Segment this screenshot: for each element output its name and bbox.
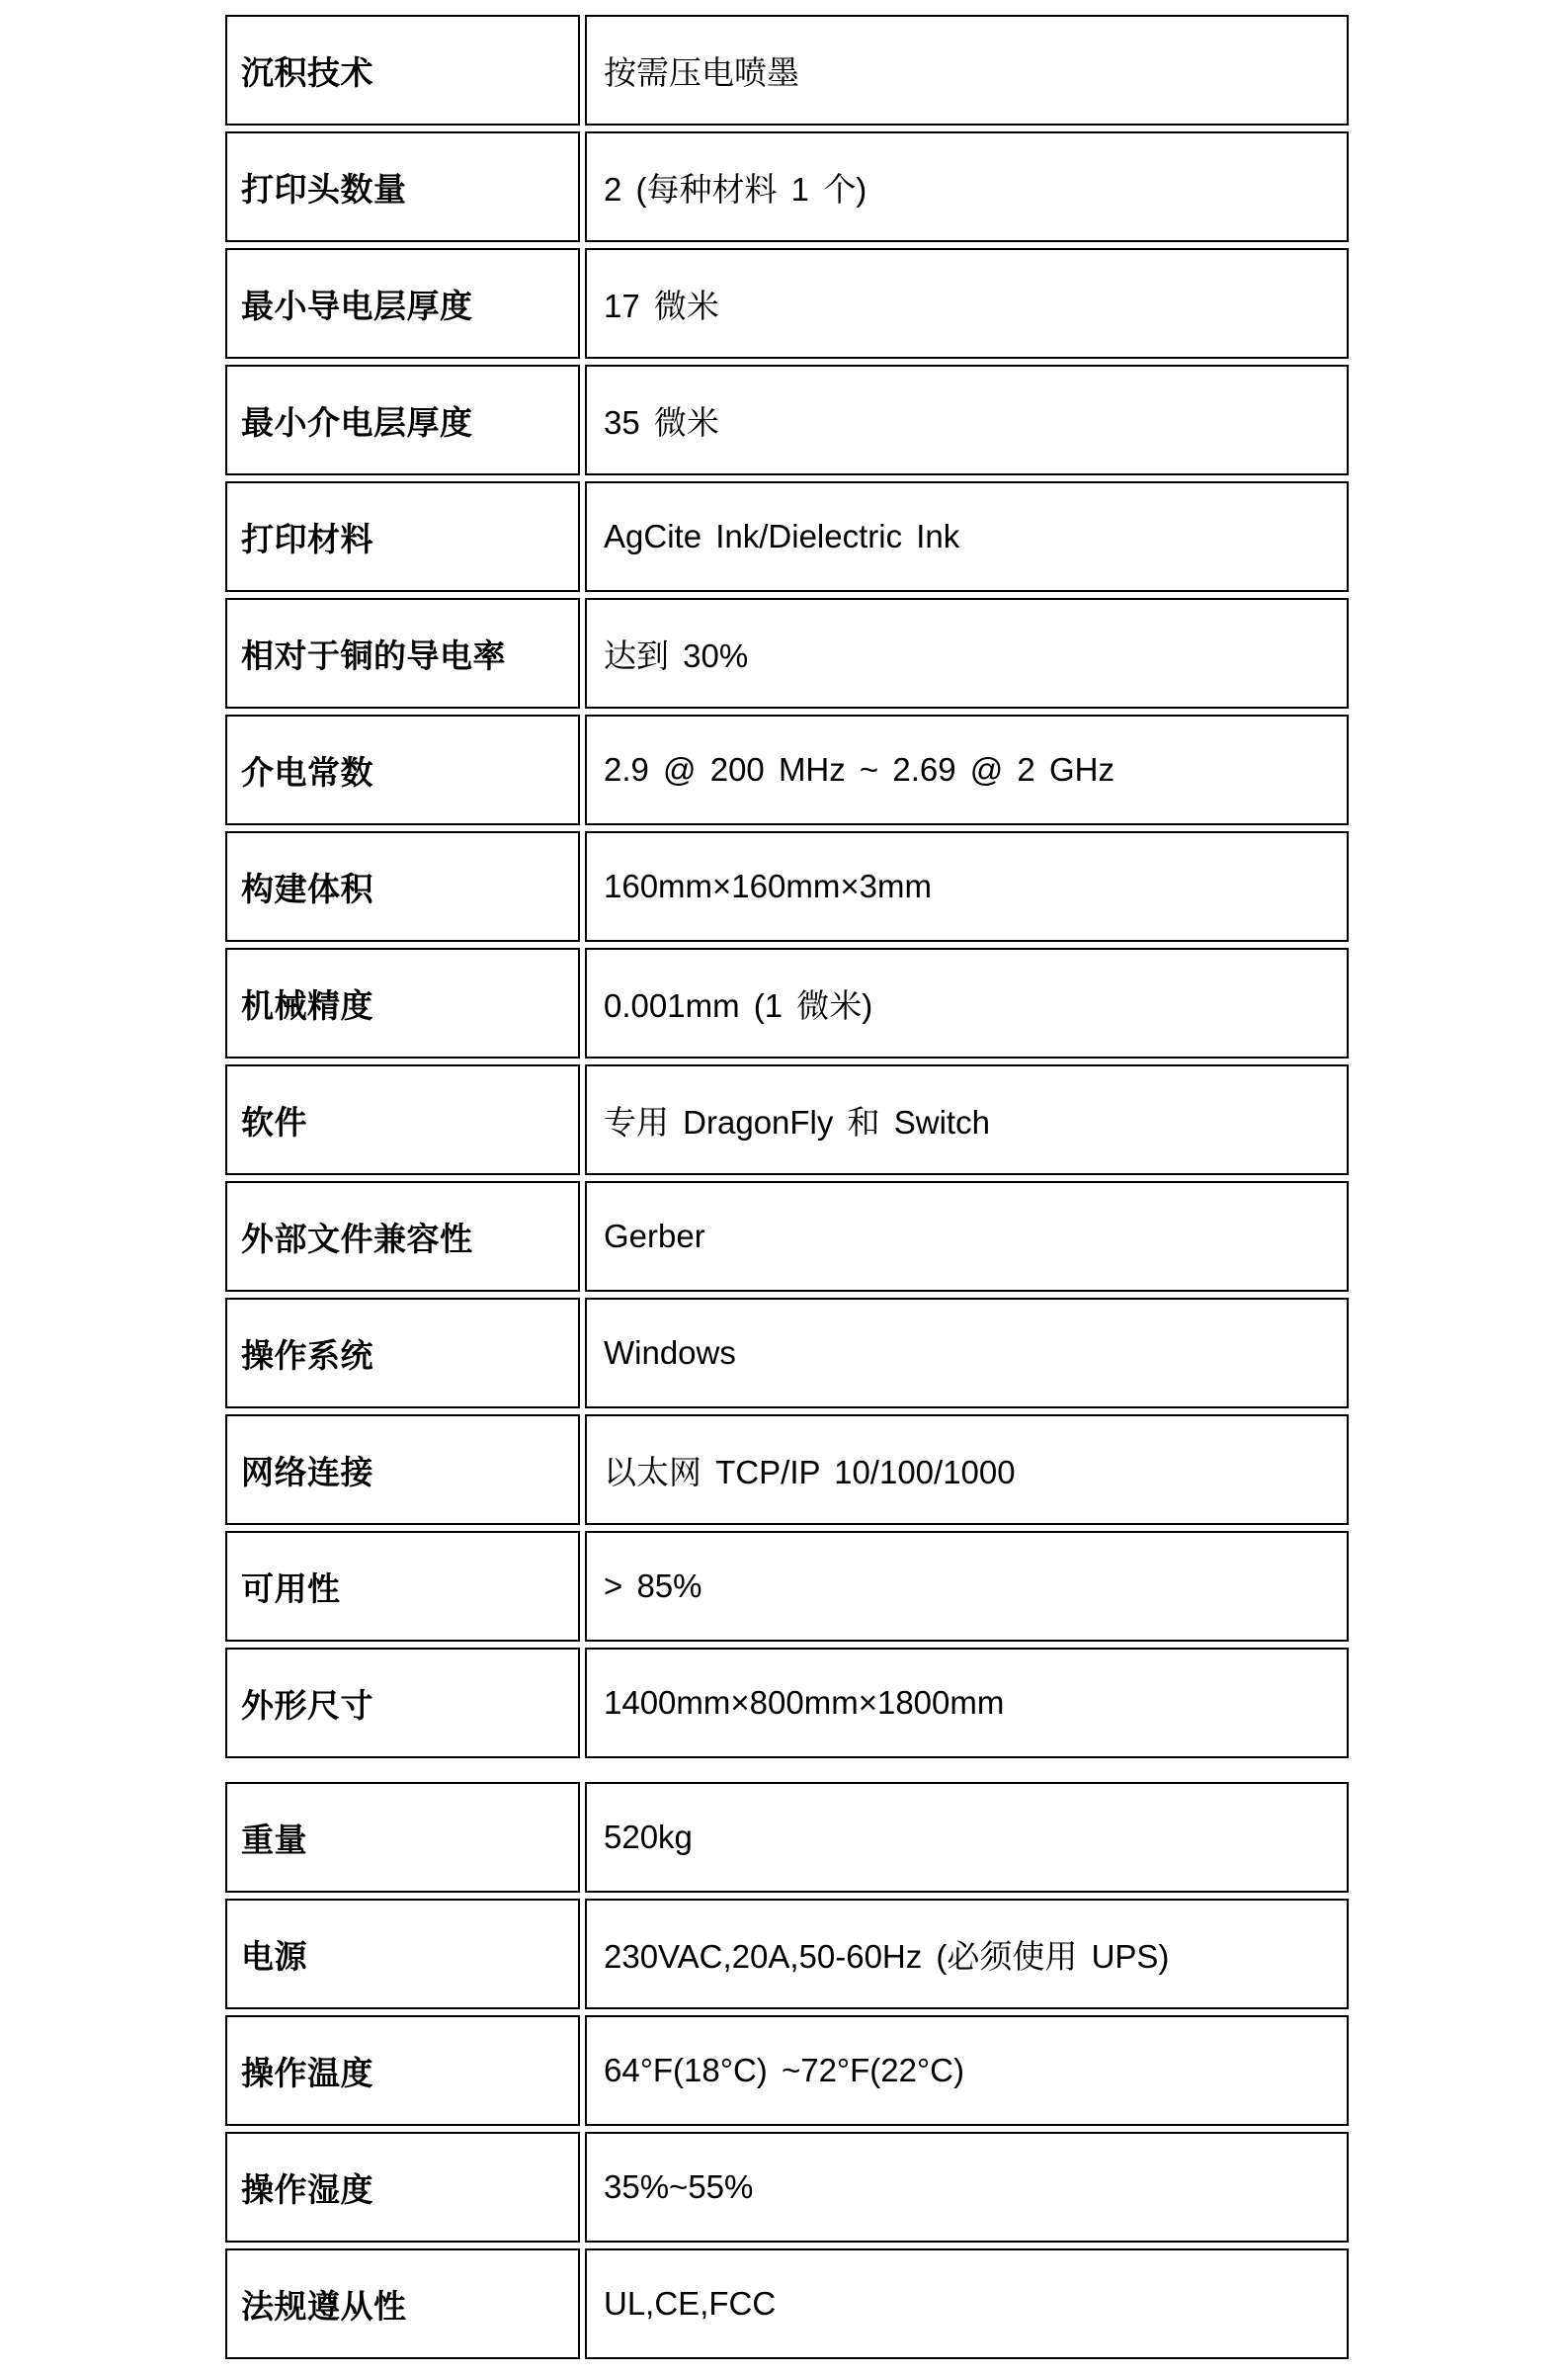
spec-value: 2.9 @ 200 MHz ~ 2.69 @ 2 GHz xyxy=(585,715,1349,825)
spec-label: 机械精度 xyxy=(225,948,580,1059)
spec-label: 介电常数 xyxy=(225,715,580,825)
spec-row-min-dielectric-layer xyxy=(225,365,1349,475)
spec-row-dielectric-constant xyxy=(225,715,1349,825)
spec-value: 1400mm×800mm×1800mm xyxy=(585,1648,1349,1758)
spec-label: 打印头数量 xyxy=(225,131,580,242)
spec-value: 160mm×160mm×3mm xyxy=(585,831,1349,942)
spec-value: 17 微米 xyxy=(585,248,1349,359)
spec-row-print-materials xyxy=(225,481,1349,592)
spec-row-availability xyxy=(225,1531,1349,1642)
spec-value: AgCite Ink/Dielectric Ink xyxy=(585,481,1349,592)
spec-row-external-dimensions xyxy=(225,1648,1349,1758)
spec-row-build-volume xyxy=(225,831,1349,942)
spec-row-file-compatibility xyxy=(225,1181,1349,1292)
spec-value: Gerber xyxy=(585,1181,1349,1292)
spec-value: 230VAC,20A,50-60Hz (必须使用 UPS) xyxy=(585,1899,1349,2009)
spec-row-regulatory-compliance xyxy=(225,2248,1349,2359)
spec-table-environment xyxy=(225,1782,1349,2359)
spec-label: 外部文件兼容性 xyxy=(225,1181,580,1292)
spec-row-operating-humidity xyxy=(225,2132,1349,2243)
spec-value: 以太网 TCP/IP 10/100/1000 xyxy=(585,1414,1349,1525)
spec-value: 2 (每种材料 1 个) xyxy=(585,131,1349,242)
spec-label: 重量 xyxy=(225,1782,580,1893)
spec-label: 外形尺寸 xyxy=(225,1648,580,1758)
spec-label: 操作系统 xyxy=(225,1298,580,1408)
spec-row-min-conductive-layer xyxy=(225,248,1349,359)
spec-value: 专用 DragonFly 和 Switch xyxy=(585,1064,1349,1175)
spec-label: 沉积技术 xyxy=(225,15,580,126)
spec-row-network-connectivity xyxy=(225,1414,1349,1525)
spec-label: 操作湿度 xyxy=(225,2132,580,2243)
spec-row-print-head-count xyxy=(225,131,1349,242)
spec-label: 可用性 xyxy=(225,1531,580,1642)
spec-row-weight xyxy=(225,1782,1349,1893)
spec-label: 法规遵从性 xyxy=(225,2248,580,2359)
spec-label: 最小介电层厚度 xyxy=(225,365,580,475)
spec-row-operating-system xyxy=(225,1298,1349,1408)
spec-value: 520kg xyxy=(585,1782,1349,1893)
spec-row-mechanical-precision xyxy=(225,948,1349,1059)
spec-label: 软件 xyxy=(225,1064,580,1175)
spec-value: 按需压电喷墨 xyxy=(585,15,1349,126)
spec-label: 网络连接 xyxy=(225,1414,580,1525)
spec-value: UL,CE,FCC xyxy=(585,2248,1349,2359)
spec-value: 达到 30% xyxy=(585,598,1349,709)
spec-label: 相对于铜的导电率 xyxy=(225,598,580,709)
spec-value: 64°F(18°C) ~72°F(22°C) xyxy=(585,2015,1349,2126)
spec-row-operating-temperature xyxy=(225,2015,1349,2126)
spec-table-main xyxy=(225,15,1349,1758)
spec-value: Windows xyxy=(585,1298,1349,1408)
spec-label: 电源 xyxy=(225,1899,580,2009)
spec-label: 构建体积 xyxy=(225,831,580,942)
spec-value: > 85% xyxy=(585,1531,1349,1642)
spec-row-power-supply xyxy=(225,1899,1349,2009)
spec-row-conductivity-vs-copper xyxy=(225,598,1349,709)
spec-label: 操作温度 xyxy=(225,2015,580,2126)
spec-row-deposition-technology xyxy=(225,15,1349,126)
spec-label: 最小导电层厚度 xyxy=(225,248,580,359)
spec-label: 打印材料 xyxy=(225,481,580,592)
spec-row-software xyxy=(225,1064,1349,1175)
spec-value: 0.001mm (1 微米) xyxy=(585,948,1349,1059)
spec-value: 35 微米 xyxy=(585,365,1349,475)
spec-value: 35%~55% xyxy=(585,2132,1349,2243)
